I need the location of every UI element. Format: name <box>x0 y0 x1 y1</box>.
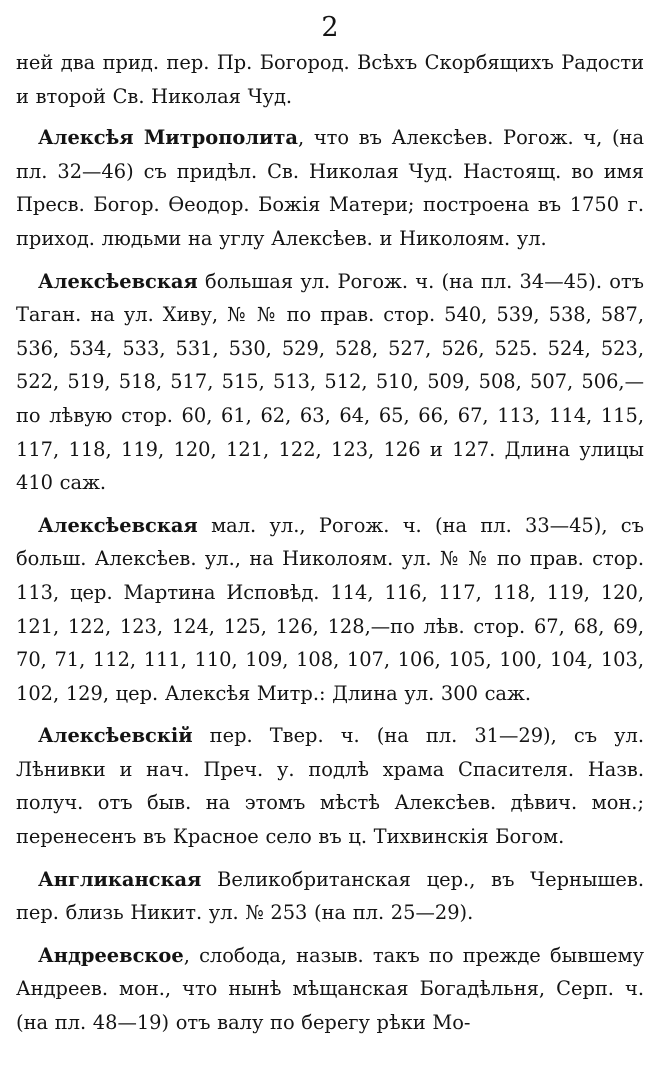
entry-text: пер. Твер. ч. (на пл. 31—29), съ ул. Лѣнивки и нач. Преч. у. подлѣ храма Спасителя. Назв. получ. отъ быв. на этомъ мѣстѣ Алексѣев. дѣвич. мон.; перенесенъ въ Красное село въ ц. Тихвинскія Богом. <box>16 724 644 849</box>
entry-text: , что въ Алексѣев. Рогож. ч, (на пл. 32—46) съ придѣл. Св. Николая Чуд. Настоящ. во имя Пресв. Богор. Өеодор. Божія Матери; построена въ 1750 г. приход. людьми на углу Алексѣев. и Николоям. ул. <box>16 126 644 250</box>
entry-headword: Андреевское <box>38 943 184 967</box>
entry-andreevskoe <box>16 939 644 1040</box>
book-page <box>16 8 644 1060</box>
entry-aleksey-mitropolita <box>16 121 644 255</box>
entry-headword: Алексѣевскій <box>38 724 193 748</box>
page-number: 2 <box>321 12 339 43</box>
entry-anglikanskaya <box>16 863 644 930</box>
entry-text: большая ул. Рогож. ч. (на пл. 34—45). отъ Таган. на ул. Хиву, № № по прав. стор. 540, 539, 538, 587, 536, 534, 533, 531, 530, 529, 528, 527, 526, 525. 524, 523, 522, 519, 518, 517, 515, 513, 512, 510, 509, 508, 507, 506,—по лѣвую стор. 60, 61, 62, 63, 64, 65, 66, 67, 113, 114, 115, 117, 118, 119, 120, 121, 122, 123, 126 и 127. Длина улицы 410 саж. <box>16 269 644 495</box>
entry-alekseevskaya-malaya <box>16 509 644 711</box>
entry-headword: Алексѣевская <box>38 269 198 293</box>
entry-headword: Алексѣя Митрополита <box>38 126 298 150</box>
entry-text: Великобританская цер., въ Чернышев. пер. близь Никит. ул. № 253 (на пл. 25—29). <box>16 867 644 925</box>
entry-alekseevskaya-bolshaya <box>16 265 644 500</box>
entry-headword: Алексѣевская <box>38 513 198 537</box>
entry-alekseevskiy-per <box>16 719 644 853</box>
entry-continuation <box>16 46 644 113</box>
entry-headword: Англиканская <box>38 867 202 891</box>
entry-text: мал. ул., Рогож. ч. (на пл. 33—45), съ больш. Алексѣев. ул., на Николоям. ул. № № по прав. стор. 113, цер. Мартина Исповѣд. 114, 116, 117, 118, 119, 120, 121, 122, 123, 124, 125, 126, 128,—по лѣв. стор. 67, 68, 69, 70, 71, 112, 111, 110, 109, 108, 107, 106, 105, 100, 104, 103, 102, 129, цер. Алексѣя Митр.: Длина ул. 300 саж. <box>16 513 644 705</box>
entry-text: ней два прид. пер. Пр. Богород. Всѣхъ Скорбящихъ Радости и второй Св. Николая Чуд. <box>16 51 644 108</box>
entry-text: , слобода, назыв. такъ по прежде бывшему Андреев. мон., что нынѣ мѣщанская Богадѣльня, Серп. ч. (на пл. 48—19) отъ валу по берегу рѣки Мо- <box>16 943 644 1035</box>
